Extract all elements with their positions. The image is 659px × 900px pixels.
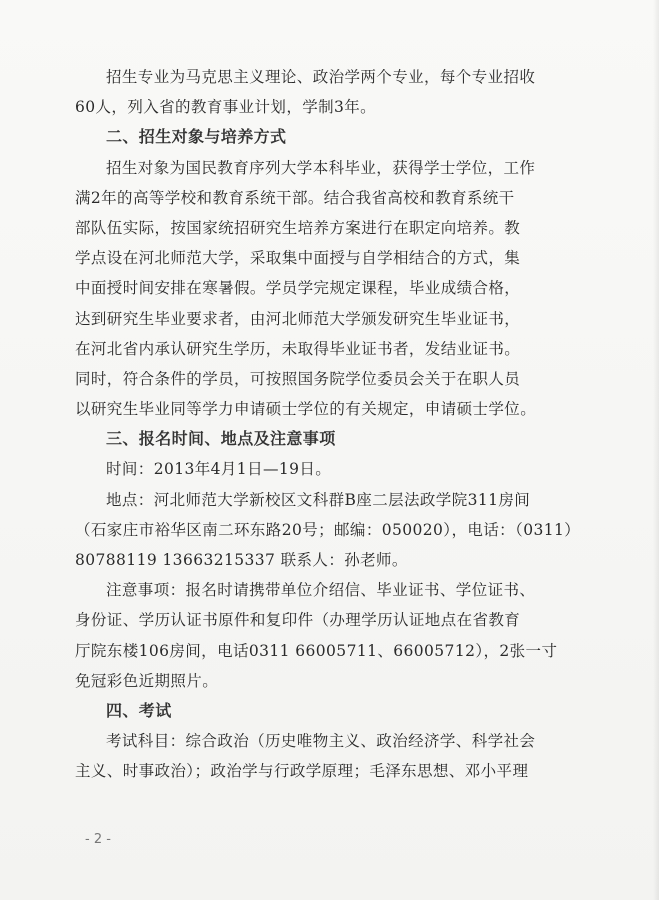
text-line: 部队伍实际，按国家统招研究生培养方案进行在职定向培养。教 (75, 218, 521, 237)
text-line: 80788119 13663215337 联系人：孙老师。 (75, 551, 408, 569)
text-line: 免冠彩色近期照片。 (75, 671, 219, 690)
page-number: - 2 - (85, 832, 111, 847)
section-heading: 二、招生对象与培养方式 (106, 127, 287, 147)
text-line: 招生专业为马克思主义理论、政治学两个专业，每个专业招收 (106, 68, 536, 86)
text-line: 招生对象为国民教育序列大学本科毕业，获得学士学位，工作 (106, 158, 536, 177)
text-line: 中面授时间安排在寒暑假。学员学完规定课程，毕业成绩合格， (75, 279, 521, 298)
text-line: 主义、时事政治）；政治学与行政学原理；毛泽东思想、邓小平理 (75, 762, 529, 781)
text-line: 60人，列入省的教育事业计划，学制3年。 (75, 98, 377, 117)
text-line: 满2年的高等学校和教育系统干部。结合我省高校和教育系统干 (75, 188, 515, 207)
text-line: 达到研究生毕业要求者，由河北师范大学颁发研究生毕业证书， (75, 309, 521, 328)
text-line: 考试科目：综合政治（历史唯物主义、政治经济学、科学社会 (106, 732, 536, 751)
text-line: 同时，符合条件的学员，可按照国务院学位委员会关于在职人员 (75, 369, 521, 388)
text-line: 厅院东楼106房间，电话0311 66005711、66005712），2张一寸 (75, 641, 558, 660)
text-line: 时间：2013年4月1日—19日。 (106, 460, 332, 479)
section-heading: 四、考试 (106, 700, 172, 720)
text-line: 注意事项：报名时请携带单位介绍信、毕业证书、学位证书、 (106, 581, 536, 600)
text-line: 身份证、学历认证书原件和复印件（办理学历认证地点在省教育 (75, 611, 521, 630)
text-line: （石家庄市裕华区南二环东路20号；邮编：050020），电话：（0311） (75, 520, 581, 539)
text-line: 学点设在河北师范大学，采取集中面授与自学相结合的方式，集 (75, 249, 521, 268)
text-line: 以研究生毕业同等学力申请硕士学位的有关规定，申请硕士学位。 (75, 400, 537, 419)
text-line: 地点：河北师范大学新校区文科群B座二层法政学院311房间 (106, 490, 531, 509)
document-body (75, 62, 585, 787)
text-line: 在河北省内承认研究生学历，未取得毕业证书者，发结业证书。 (75, 339, 521, 358)
section-heading: 三、报名时间、地点及注意事项 (106, 429, 336, 449)
scan-edge-shadow (653, 0, 659, 900)
